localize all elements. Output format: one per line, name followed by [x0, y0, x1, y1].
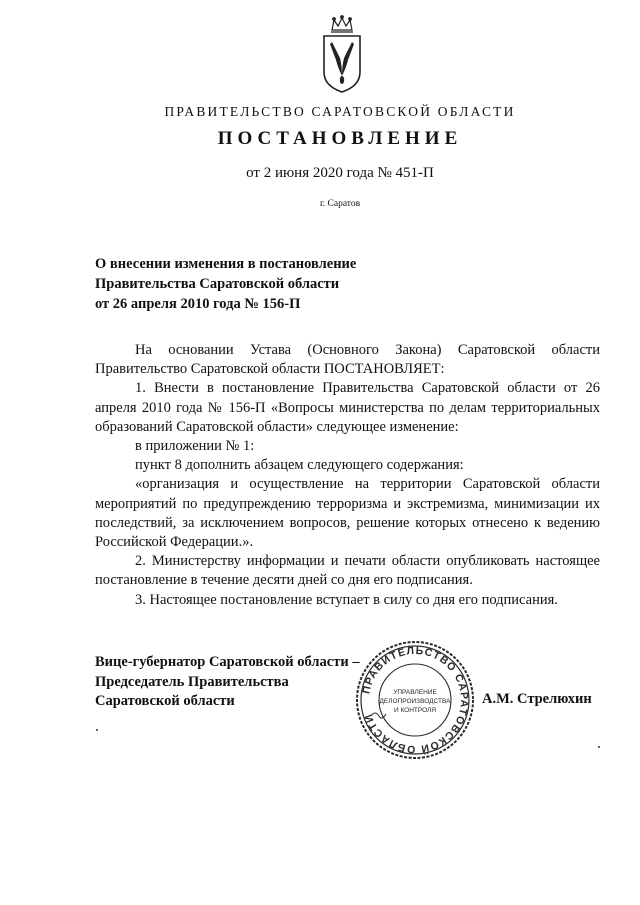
body-paragraph: в приложении № 1:	[135, 438, 255, 455]
decree-body	[95, 341, 600, 610]
subject-line: Правительства Саратовской области	[95, 276, 340, 292]
document-type-title: ПОСТАНОВЛЕНИЕ	[217, 128, 463, 149]
subject-line: от 26 апреля 2010 года № 156-П	[95, 296, 301, 312]
city-name: г. Саратов	[319, 199, 361, 209]
stamp-center-line: УПРАВЛЕНИЕ	[393, 689, 437, 696]
stamp-ring-text: ПРАВИТЕЛЬСТВО САРАТОВСКОЙ ОБЛАСТИ	[360, 644, 471, 756]
signatory-line: Вице-губернатор Саратовской области –	[95, 654, 360, 670]
body-paragraph: 1. Внести в постановление Правительства Саратовской области от 26 апреля 2010 года № 156-П «Вопросы министерства по делам территориальных образований Саратовской области» следующее изменение:	[95, 380, 600, 435]
body-paragraph: На основании Устава (Основного Закона) Саратовской области Правительство Саратовской области ПОСТАНОВЛЯЕТ:	[95, 342, 600, 378]
signatory-name: А.М. Стрелюхин	[482, 691, 592, 707]
scan-dot	[598, 746, 600, 748]
body-paragraph: «организация и осуществление на территории Саратовской области мероприятий по предупреждению терроризма и экстремизма, минимизации их последствий, за исключением вопросов, решение которых отнесено к ведению Российской Федерации.».	[95, 476, 600, 551]
decree-subject	[95, 254, 475, 314]
date-and-number: от 2 июня 2020 года № 451-П	[246, 165, 434, 181]
government-title: ПРАВИТЕЛЬСТВО САРАТОВСКОЙ ОБЛАСТИ	[164, 104, 516, 119]
scan-dot	[96, 729, 98, 731]
signatory-line: Председатель Правительства	[95, 673, 289, 690]
body-paragraph: 3. Настоящее постановление вступает в силу со дня его подписания.	[135, 591, 558, 608]
coat-of-arms-emblem	[318, 14, 366, 96]
stamp-center-line: ДЕЛОПРОИЗВОДСТВА	[379, 698, 451, 705]
signatory-line: Саратовской области	[95, 693, 235, 709]
body-paragraph: 2. Министерству информации и печати области опубликовать настоящее постановление в течение десяти дней со дня его подписания.	[95, 553, 600, 589]
signatory-position	[95, 653, 385, 712]
body-paragraph: пункт 8 дополнить абзацем следующего содержания:	[135, 457, 464, 474]
subject-line: О внесении изменения в постановление	[95, 256, 357, 272]
official-seal-stamp	[353, 638, 477, 762]
stamp-center-line: И КОНТРОЛЯ	[393, 707, 437, 714]
